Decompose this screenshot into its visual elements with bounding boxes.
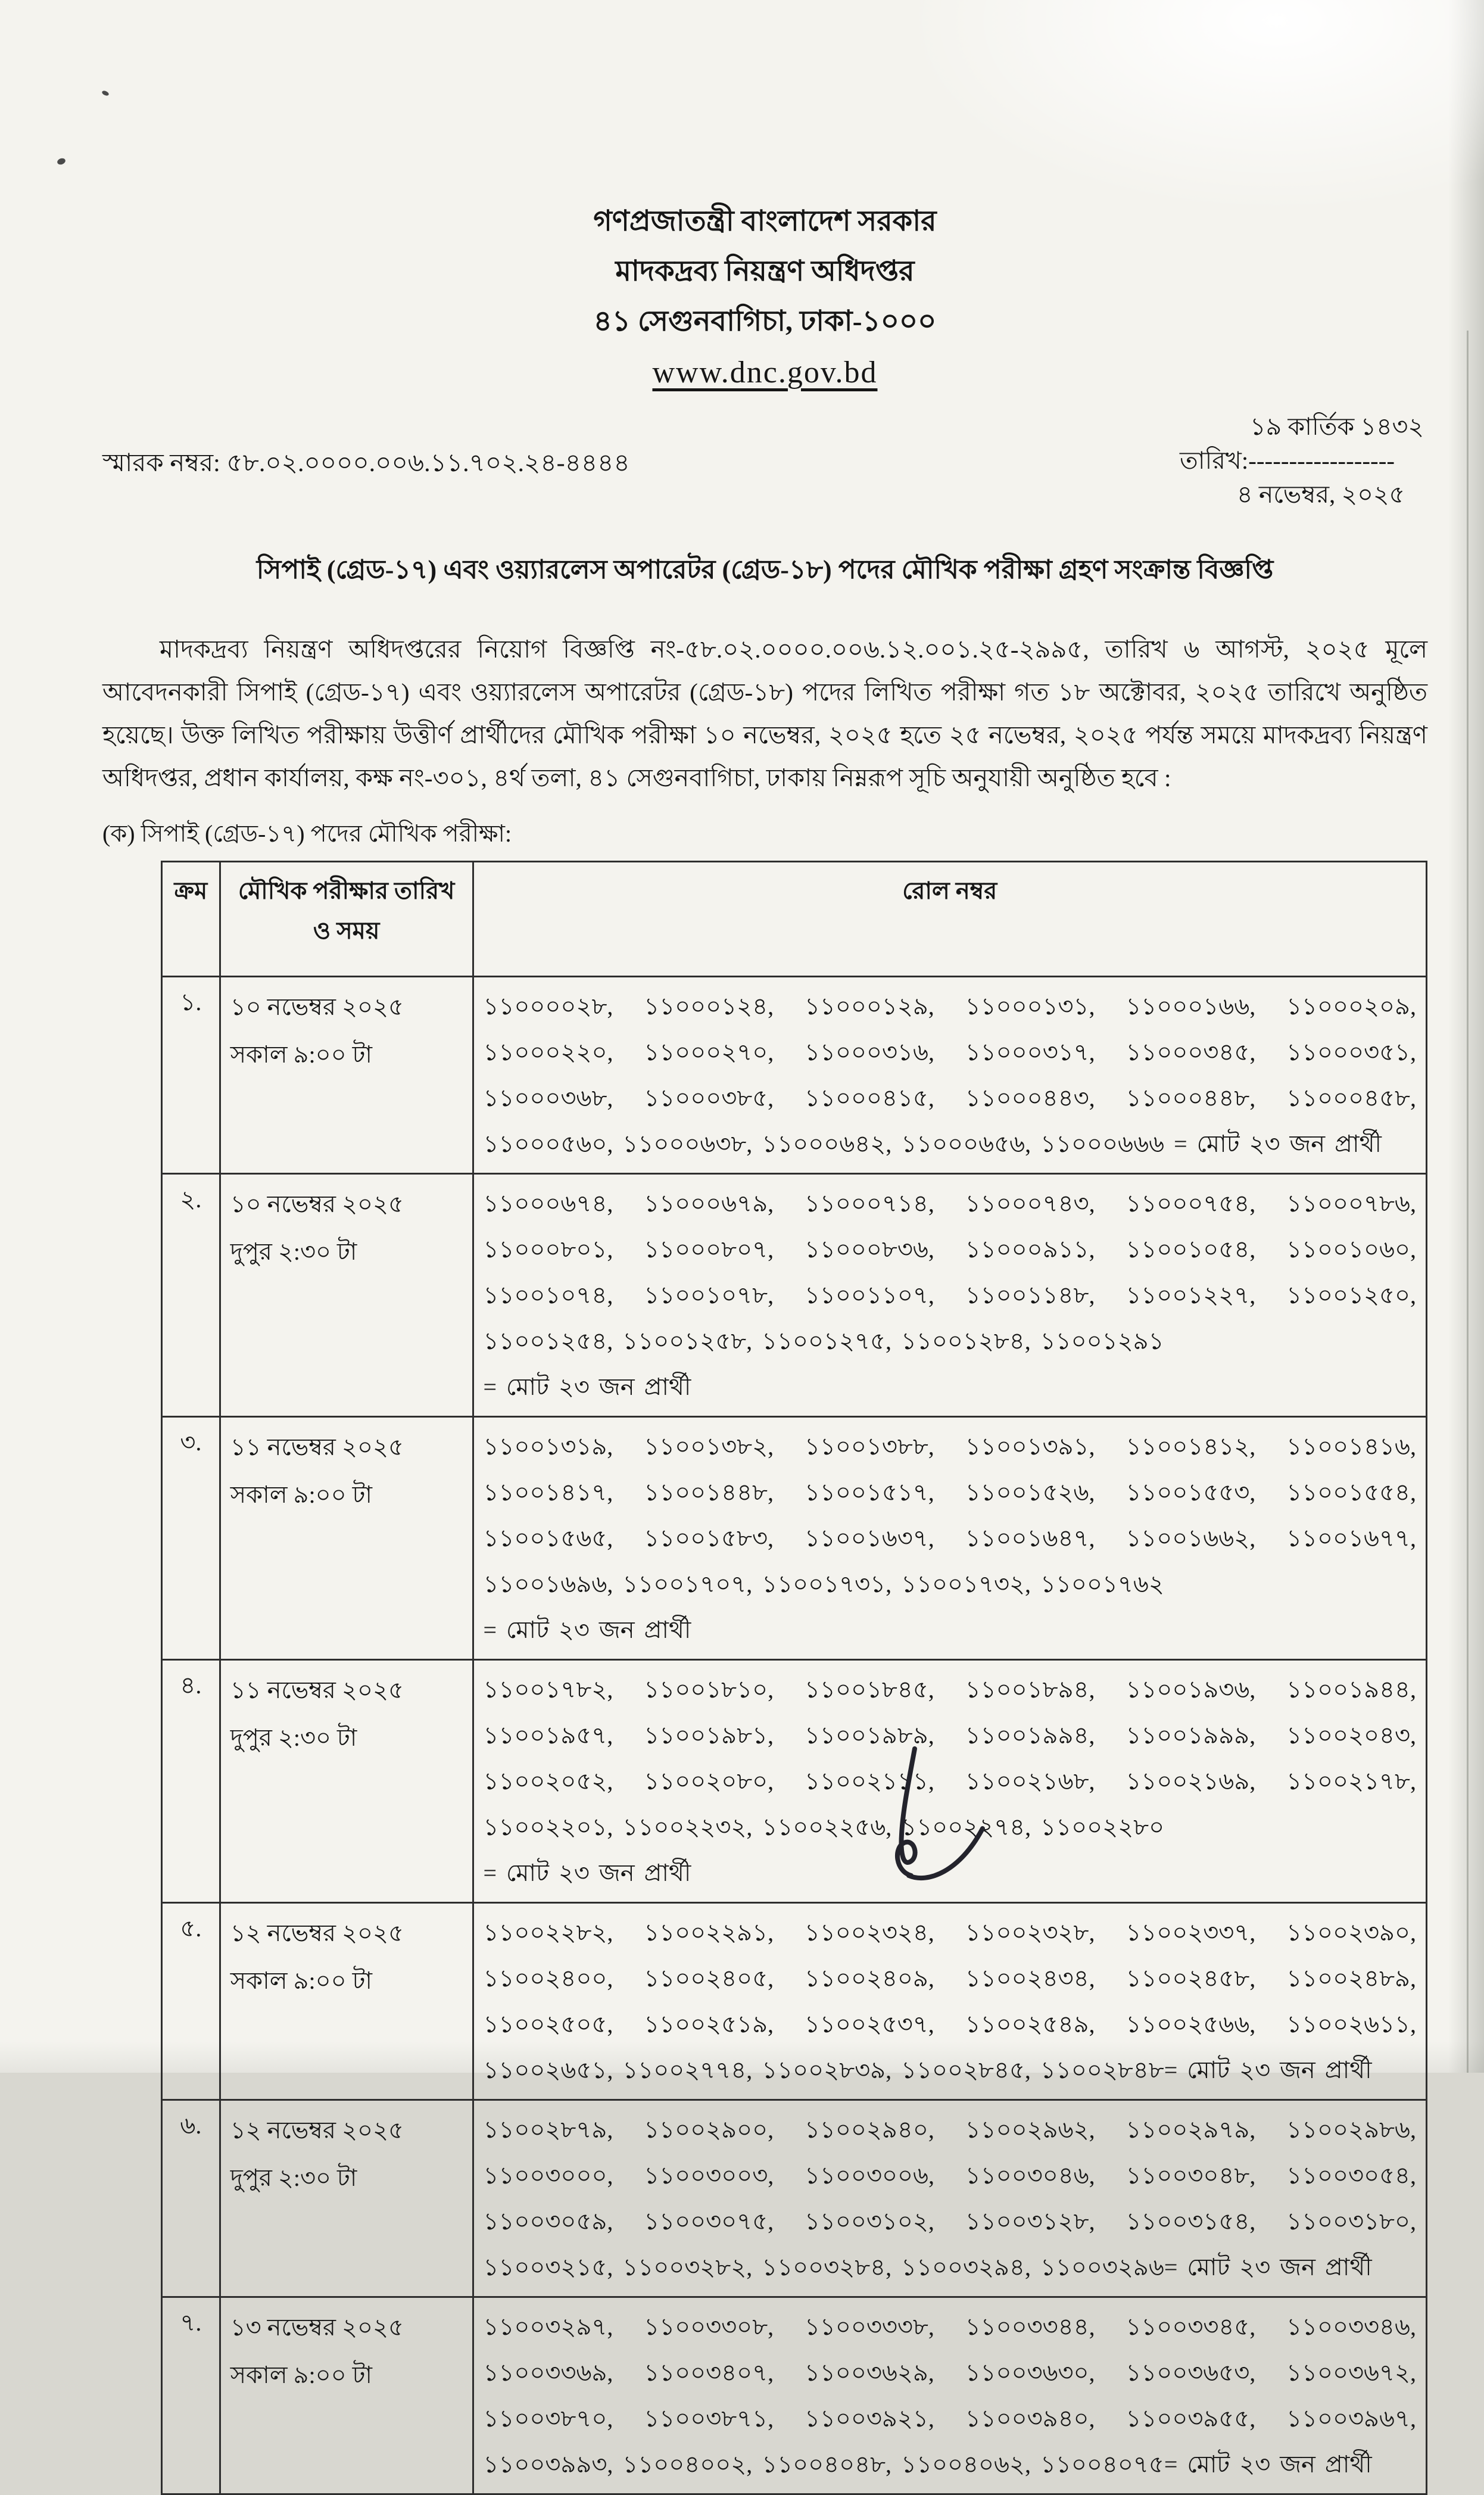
roll-numbers: ১১০০২৮৭৯, ১১০০২৯০০, ১১০০২৯৪০, ১১০০২৯৬২, ১১০০২৯৭৯, ১১০০২৯৮৬, ১১০০৩০০০, ১১০০৩০০৩, ১১০০৩০০৬, ১১০০৩০৪৬, ১১০০৩০৪৮, ১১০০৩০৫৪, ১১০০৩০৫৯, ১১০০৩০৭৫, ১১০০৩১০২, ১১০০৩১২৮, ১১০০৩১৫৪, ১১০০৩১৮০, ১১০০৩২১৫, ১১০০৩২৮২, ১১০০৩২৮৪, ১১০০৩২৯৪, ১১০০৩২৯৬: [483, 2116, 1416, 2281]
datetime-cell: [220, 1903, 473, 2100]
datetime-cell: [220, 1660, 473, 1903]
column-header-datetime: মৌখিক পরীক্ষার তারিখ ও সময়: [220, 862, 473, 977]
exam-date: ১০ নভেম্বর ২০২৫: [230, 1191, 404, 1217]
exam-date: ১১ নভেম্বর ২০২৫: [230, 1434, 404, 1460]
exam-date: ১২ নভেম্বর ২০২৫: [230, 1920, 404, 1946]
exam-date: ১১ নভেম্বর ২০২৫: [230, 1677, 404, 1703]
roll-cell: [473, 977, 1427, 1174]
table-row: [162, 2297, 1427, 2494]
table-row: [162, 977, 1427, 1174]
candidate-total: = মোট ২৩ জন প্রার্থী: [1174, 1130, 1382, 1157]
serial-cell: ৬.: [162, 2100, 220, 2297]
candidate-total: = মোট ২৩ জন প্রার্থী: [483, 1373, 691, 1400]
table-row: [162, 1174, 1427, 1417]
exam-time: দুপুর ২:৩০ টা: [230, 1724, 357, 1751]
notice-body: মাদকদ্রব্য নিয়ন্ত্রণ অধিদপ্তরের নিয়োগ বিজ্ঞপ্তি নং-৫৮.০২.০০০০.০০৬.১২.০০১.২৫-২৯৯৫, তারিখ ৬ আগস্ট, ২০২৫ মূলে আবেদনকারী সিপাই (গ্রেড-১৭) এবং ওয়্যারলেস অপারেটর (গ্রেড-১৮) পদের লিখিত পরীক্ষা গত ১৮ অক্টোবর, ২০২৫ তারিখে অনুষ্ঠিত হয়েছে। উক্ত লিখিত পরীক্ষায় উত্তীর্ণ প্রার্থীদের মৌখিক পরীক্ষা ১০ নভেম্বর, ২০২৫ হতে ২৫ নভেম্বর, ২০২৫ পর্যন্ত সময়ে মাদকদ্রব্য নিয়ন্ত্রণ অধিদপ্তর, প্রধান কার্যালয়, কক্ষ নং-৩০১, ৪র্থ তলা, ৪১ সেগুনবাগিচা, ঢাকায় নিম্নরূপ সূচি অনুযায়ী অনুষ্ঠিত হবে :: [102, 636, 1427, 792]
department-name: মাদকদ্রব্য নিয়ন্ত্রণ অধিদপ্তর: [615, 256, 915, 287]
gregorian-date: ৪ নভেম্বর, ২০২৫: [1237, 481, 1405, 508]
datetime-cell: [220, 977, 473, 1174]
exam-time: সকাল ৯:০০ টা: [230, 2362, 372, 2388]
roll-cell: [473, 1417, 1427, 1660]
exam-time: সকাল ৯:০০ টা: [230, 1481, 372, 1508]
datetime-cell: [220, 2297, 473, 2494]
candidate-total: = মোট ২৩ জন প্রার্থী: [483, 1616, 691, 1643]
table-row: [162, 2100, 1427, 2297]
roll-numbers: ১১০০১৩১৯, ১১০০১৩৮২, ১১০০১৩৮৮, ১১০০১৩৯১, ১১০০১৪১২, ১১০০১৪১৬, ১১০০১৪১৭, ১১০০১৪৪৮, ১১০০১৫১৭, ১১০০১৫২৬, ১১০০১৫৫৩, ১১০০১৫৫৪, ১১০০১৫৬৫, ১১০০১৫৮৩, ১১০০১৬৩৭, ১১০০১৬৪৭, ১১০০১৬৬২, ১১০০১৬৭৭, ১১০০১৬৯৬, ১১০০১৭০৭, ১১০০১৭৩১, ১১০০১৭৩২, ১১০০১৭৬২: [483, 1433, 1416, 1597]
serial-cell: ২.: [162, 1174, 220, 1417]
date-block: [1180, 410, 1424, 512]
serial-cell: ১.: [162, 977, 220, 1174]
letterhead: [102, 197, 1427, 399]
table-row: [162, 1417, 1427, 1660]
office-address: ৪১ সেগুনবাগিচা, ঢাকা-১০০০: [593, 306, 937, 337]
candidate-total: = মোট ২৩ জন প্রার্থী: [483, 1859, 691, 1886]
table-header-row: [162, 862, 1427, 977]
table-row: [162, 1660, 1427, 1903]
roll-numbers: ১১০০২২৮২, ১১০০২২৯১, ১১০০২৩২৪, ১১০০২৩২৮, ১১০০২৩৩৭, ১১০০২৩৯০, ১১০০২৪০০, ১১০০২৪০৫, ১১০০২৪০৯, ১১০০২৪৩৪, ১১০০২৪৫৮, ১১০০২৪৮৯, ১১০০২৫০৫, ১১০০২৫১৯, ১১০০২৫৩৭, ১১০০২৫৪৯, ১১০০২৫৬৬, ১১০০২৬১১, ১১০০২৬৫১, ১১০০২৭৭৪, ১১০০২৮৩৯, ১১০০২৮৪৫, ১১০০২৮৪৮: [483, 1919, 1416, 2083]
table-row: [162, 1903, 1427, 2100]
roll-numbers: ১১০০৩২৯৭, ১১০০৩৩০৮, ১১০০৩৩৩৮, ১১০০৩৩৪৪, ১১০০৩৩৪৫, ১১০০৩৩৪৬, ১১০০৩৩৬৯, ১১০০৩৪০৭, ১১০০৩৬২৯, ১১০০৩৬৩০, ১১০০৩৬৫৩, ১১০০৩৬৭২, ১১০০৩৮৭০, ১১০০৩৮৭১, ১১০০৩৯২১, ১১০০৩৯৪০, ১১০০৩৯৫৫, ১১০০৩৯৬৭, ১১০০৩৯৯৩, ১১০০৪০০২, ১১০০৪০৪৮, ১১০০৪০৬২, ১১০০৪০৭৫: [483, 2313, 1416, 2478]
exam-time: দুপুর ২:৩০ টা: [230, 2164, 357, 2191]
memo-date-row: [102, 410, 1427, 512]
page-edge-shadow: [1467, 331, 1469, 2073]
government-name: গণপ্রজাতন্ত্রী বাংলাদেশ সরকার: [593, 205, 937, 237]
column-header-roll: রোল নম্বর: [473, 862, 1427, 977]
memo-number: স্মারক নম্বর: ৫৮.০২.০০০০.০০৬.১১.৭০২.২৪-৪৪৪৪: [102, 450, 630, 477]
exam-date: ১৩ নভেম্বর ২০২৫: [230, 2314, 404, 2341]
notice-title: সিপাই (গ্রেড-১৭) এবং ওয়্যারলেস অপারেটর (গ্রেড-১৮) পদের মৌখিক পরীক্ষা গ্রহণ সংক্রান্ত বিজ্ঞপ্তি: [256, 555, 1274, 584]
roll-numbers: ১১০০১৭৮২, ১১০০১৮১০, ১১০০১৮৪৫, ১১০০১৮৯৪, ১১০০১৯৩৬, ১১০০১৯৪৪, ১১০০১৯৫৭, ১১০০১৯৮১, ১১০০১৯৮৯, ১১০০১৯৯৪, ১১০০১৯৯৯, ১১০০২০৪৩, ১১০০২০৫২, ১১০০২০৮০, ১১০০২১১১, ১১০০২১৬৮, ১১০০২১৬৯, ১১০০২১৭৮, ১১০০২২০১, ১১০০২২৩২, ১১০০২২৫৬, ১১০০২২৭৪, ১১০০২২৮০: [483, 1676, 1416, 1840]
datetime-cell: [220, 1417, 473, 1660]
candidate-total: = মোট ২৩ জন প্রার্থী: [1164, 2451, 1372, 2478]
exam-date: ১২ নভেম্বর ২০২৫: [230, 2117, 404, 2144]
date-label: তারিখ:------------------: [1180, 447, 1395, 474]
serial-cell: ৫.: [162, 1903, 220, 2100]
roll-cell: [473, 1903, 1427, 2100]
viva-schedule-table: [161, 861, 1427, 2495]
website-text: www.dnc.gov.bd: [652, 356, 878, 390]
serial-cell: ৭.: [162, 2297, 220, 2494]
exam-time: দুপুর ২:৩০ টা: [230, 1238, 357, 1265]
serial-cell: ৪.: [162, 1660, 220, 1903]
roll-cell: [473, 2297, 1427, 2494]
datetime-cell: [220, 1174, 473, 1417]
candidate-total: = মোট ২৩ জন প্রার্থী: [1164, 2254, 1372, 2281]
column-header-serial: ক্রম: [162, 862, 220, 977]
datetime-cell: [220, 2100, 473, 2297]
signature-mark: [838, 1744, 999, 1905]
exam-time: সকাল ৯:০০ টা: [230, 1041, 372, 1068]
exam-date: ১০ নভেম্বর ২০২৫: [230, 993, 404, 1020]
roll-cell: [473, 1174, 1427, 1417]
candidate-total: = মোট ২৩ জন প্রার্থী: [1164, 2057, 1372, 2083]
roll-numbers: ১১০০০৬৭৪, ১১০০০৬৭৯, ১১০০০৭১৪, ১১০০০৭৪৩, ১১০০০৭৫৪, ১১০০০৭৮৬, ১১০০০৮০১, ১১০০০৮০৭, ১১০০০৮৩৬, ১১০০০৯১১, ১১০০১০৫৪, ১১০০১০৬০, ১১০০১০৭৪, ১১০০১০৭৮, ১১০০১১০৭, ১১০০১১৪৮, ১১০০১২২৭, ১১০০১২৫০, ১১০০১২৫৪, ১১০০১২৫৮, ১১০০১২৭৫, ১১০০১২৮৪, ১১০০১২৯১: [483, 1190, 1416, 1354]
serial-cell: ৩.: [162, 1417, 220, 1660]
exam-time: সকাল ৯:০০ টা: [230, 1967, 372, 1994]
section-label: (ক) সিপাই (গ্রেড-১৭) পদের মৌখিক পরীক্ষা:: [102, 820, 512, 847]
roll-numbers: ১১০০০০২৮, ১১০০০১২৪, ১১০০০১২৯, ১১০০০১৩১, ১১০০০১৬৬, ১১০০০২০৯, ১১০০০২২০, ১১০০০২৭০, ১১০০০৩১৬, ১১০০০৩১৭, ১১০০০৩৪৫, ১১০০০৩৫১, ১১০০০৩৬৮, ১১০০০৩৮৫, ১১০০০৪১৫, ১১০০০৪৪৩, ১১০০০৪৪৮, ১১০০০৪৫৮, ১১০০০৫৬০, ১১০০০৬৩৮, ১১০০০৬৪২, ১১০০০৬৫৬, ১১০০০৬৬৬: [483, 993, 1416, 1157]
roll-cell: [473, 2100, 1427, 2297]
bangla-calendar-date: ১৯ কার্তিক ১৪৩২: [1250, 413, 1424, 440]
